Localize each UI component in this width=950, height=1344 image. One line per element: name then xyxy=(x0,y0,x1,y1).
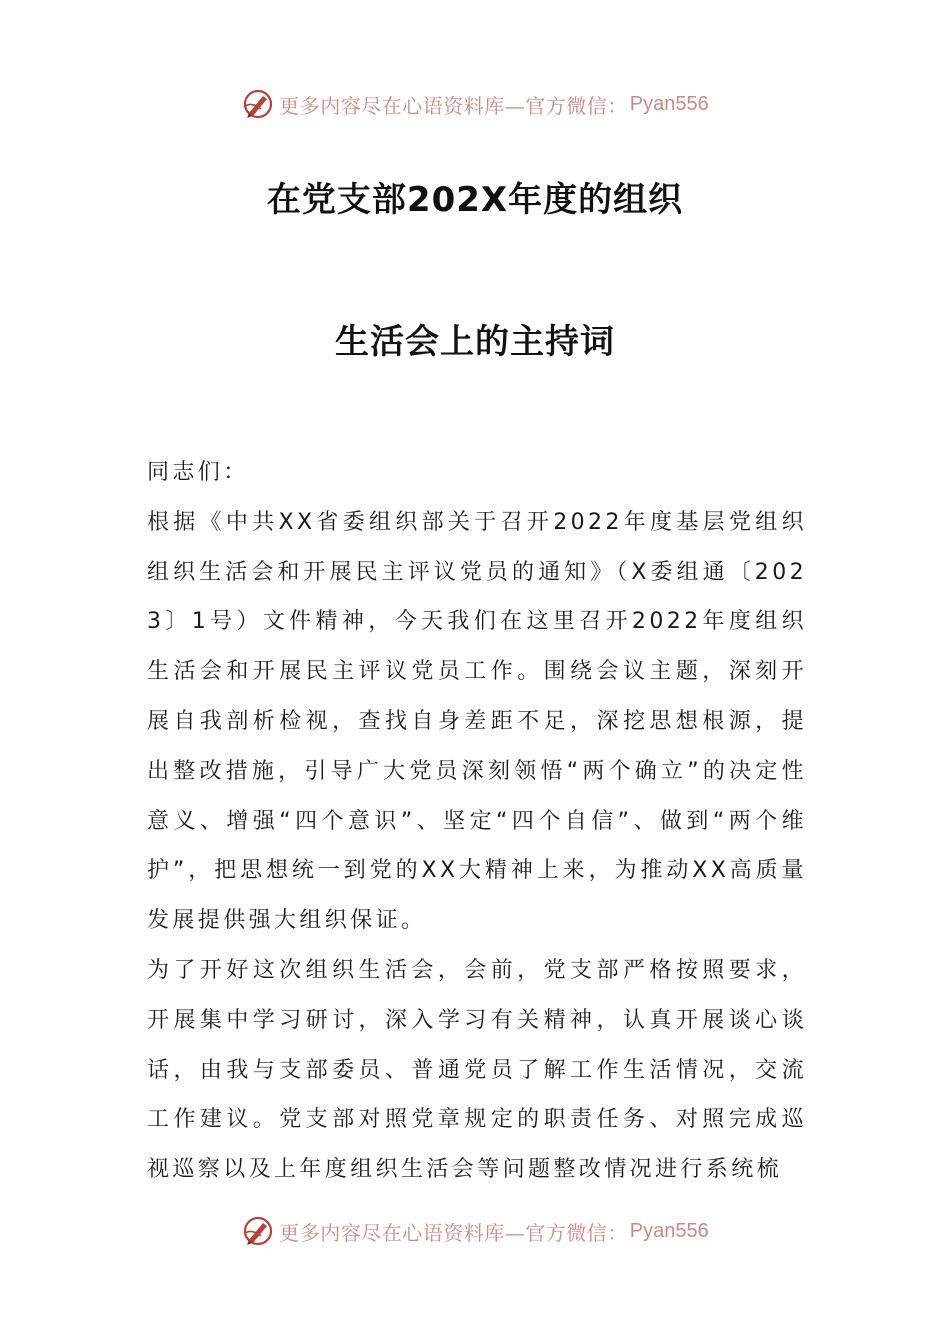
footer-banner xyxy=(0,1211,950,1251)
footer-banner-text: 更多内容尽在心语资料库—官方微信： xyxy=(279,1220,628,1245)
paragraph-1: 根据《中共XX省委组织部关于召开2022年度基层党组织组织生活会和开展民主评议党员的通知》（X委组通〔2023〕1号）文件精神，今天我们在这里召开2022年度组织生活会和开展民主评议党员工作。围绕会议主题，深刻开展自我剖析检视，查找自身差距不足，深挖思想根源，提出整改措施，引导广大党员深刻领悟“两个确立”的决定性意义、增强“四个意识”、坚定“四个自信”、做到“两个维护”，把思想统一到党的XX大精神上来，为推动XX高质量发展提供强大组织保证。 xyxy=(147,509,807,934)
salutation: 同志们： xyxy=(147,460,249,485)
header-banner-text: 更多内容尽在心语资料库—官方微信： xyxy=(279,93,628,118)
document-title-line1: 在党支部202X年度的组织 xyxy=(266,180,684,220)
document-body xyxy=(147,448,807,1195)
paragraph-2: 为了开好这次组织生活会，会前，党支部严格按照要求，开展集中学习研讨，深入学习有关精神，认真开展谈心谈话，由我与支部委员、普通党员了解工作生活情况，交流工作建议。党支部对照党章规定的职责任务、对照完成巡视巡察以及上年度组织生活会等问题整改情况进行系统梳 xyxy=(147,957,807,1183)
header-wechat-id: Pyan556 xyxy=(629,92,709,115)
document-title-line2: 生活会上的主持词 xyxy=(335,322,615,362)
footer-wechat-id: Pyan556 xyxy=(629,1219,709,1242)
pen-circle-logo-icon xyxy=(241,1214,275,1248)
header-banner xyxy=(0,84,950,124)
pen-circle-logo-icon xyxy=(241,87,275,121)
